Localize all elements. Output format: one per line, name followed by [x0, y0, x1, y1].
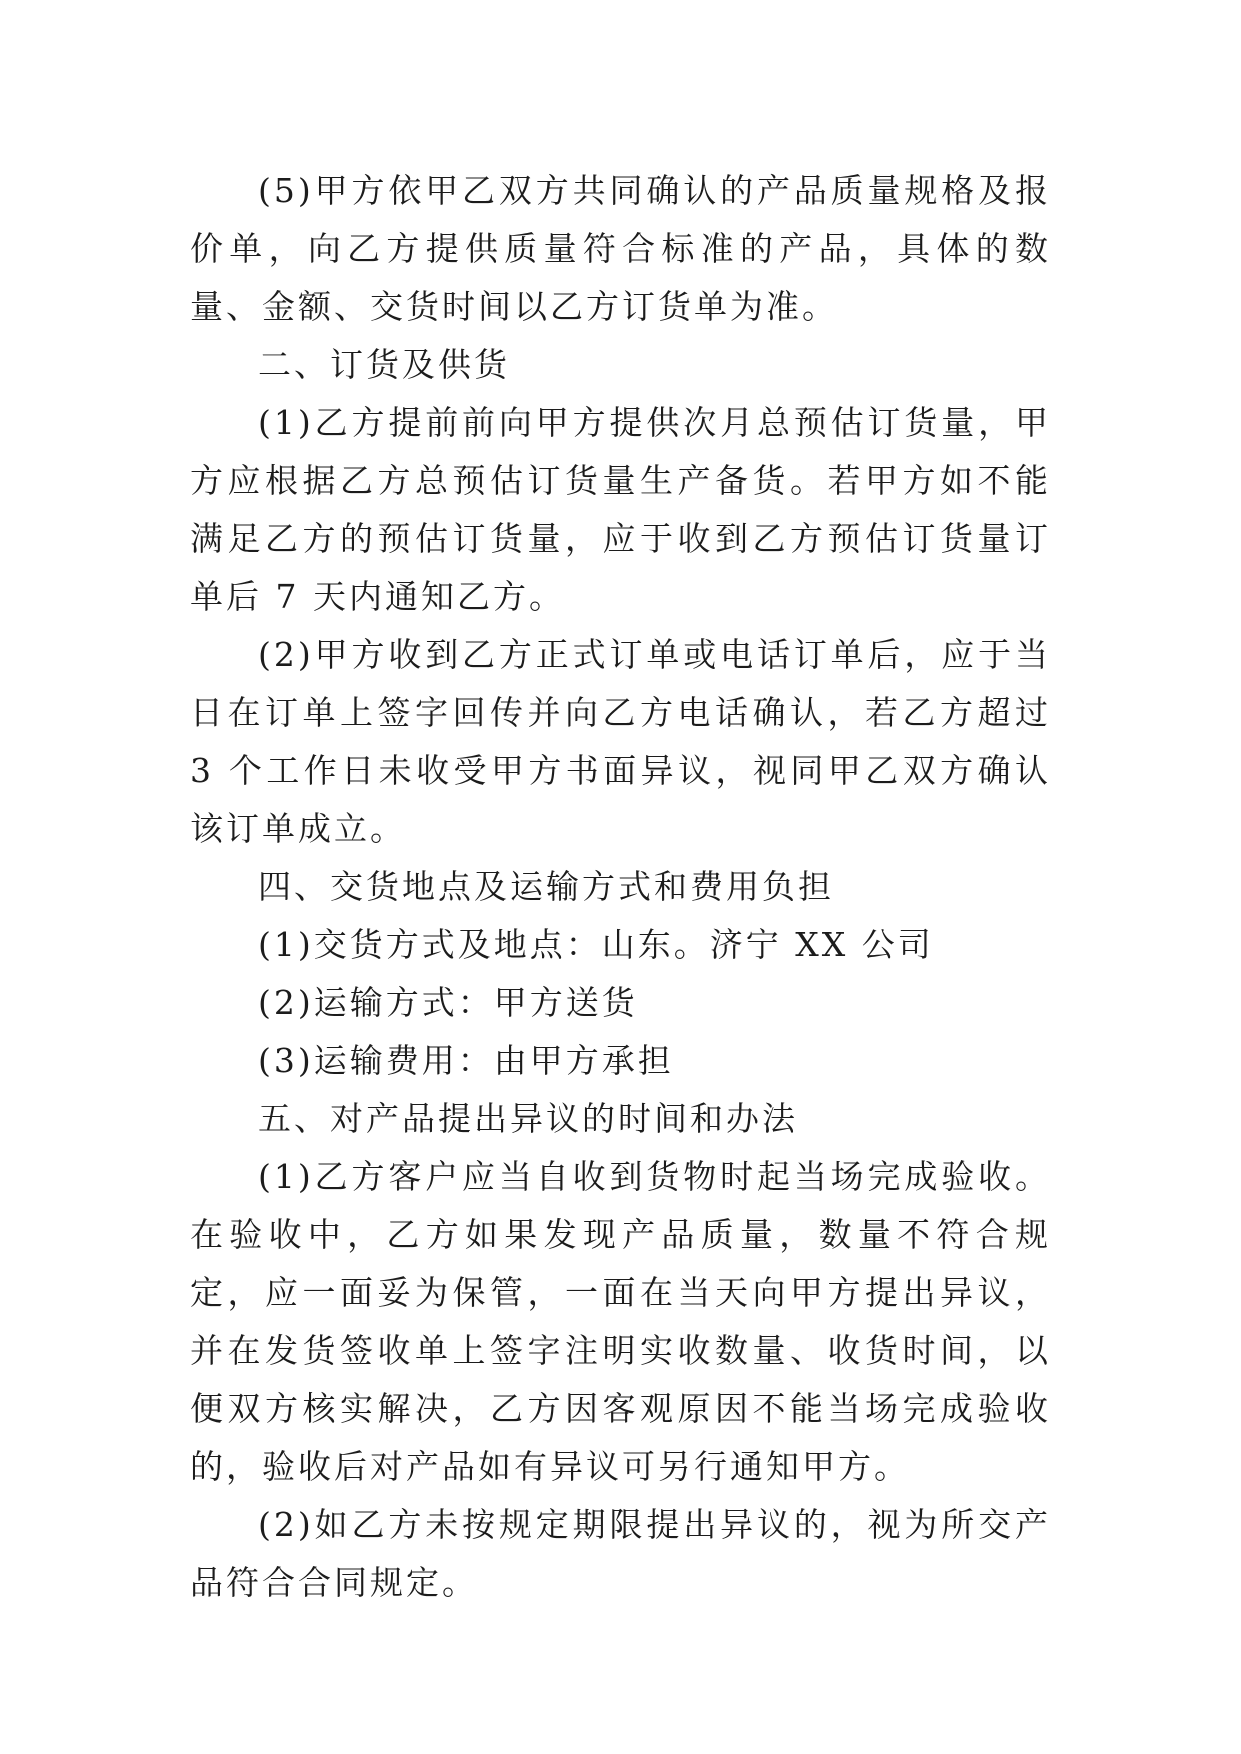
section-heading: 五、对产品提出异议的时间和办法: [258, 1099, 798, 1138]
clause-paragraph: (3)运输费用：由甲方承担: [258, 1041, 674, 1080]
section-heading: 二、订货及供货: [258, 345, 510, 384]
clause-paragraph: (2)如乙方未按规定期限提出异议的，视为所交产品符合合同规定。: [190, 1505, 1051, 1602]
clause-paragraph: (1)乙方提前前向甲方提供次月总预估订货量，甲方应根据乙方总预估订货量生产备货。若甲方如不能满足乙方的预估订货量，应于收到乙方预估订货量订单后 7 天内通知乙方。: [190, 403, 1051, 616]
section-heading: 四、交货地点及运输方式和费用负担: [258, 867, 834, 906]
clause-paragraph: (2)运输方式：甲方送货: [258, 983, 638, 1022]
clause-paragraph: (1)乙方客户应当自收到货物时起当场完成验收。在验收中，乙方如果发现产品质量，数量不符合规定，应一面妥为保管，一面在当天向甲方提出异议，并在发货签收单上签字注明实收数量、收货时间，以便双方核实解决，乙方因客观原因不能当场完成验收的，验收后对产品如有异议可另行通知甲方。: [190, 1157, 1051, 1486]
clause-paragraph: (1)交货方式及地点：山东。济宁 XX 公司: [258, 925, 934, 964]
clause-paragraph: (2)甲方收到乙方正式订单或电话订单后，应于当日在订单上签字回传并向乙方电话确认，若乙方超过 3 个工作日未收受甲方书面异议，视同甲乙双方确认该订单成立。: [190, 635, 1051, 848]
clause-paragraph: (5)甲方依甲乙双方共同确认的产品质量规格及报价单，向乙方提供质量符合标准的产品，具体的数量、金额、交货时间以乙方订货单为准。: [190, 171, 1051, 326]
